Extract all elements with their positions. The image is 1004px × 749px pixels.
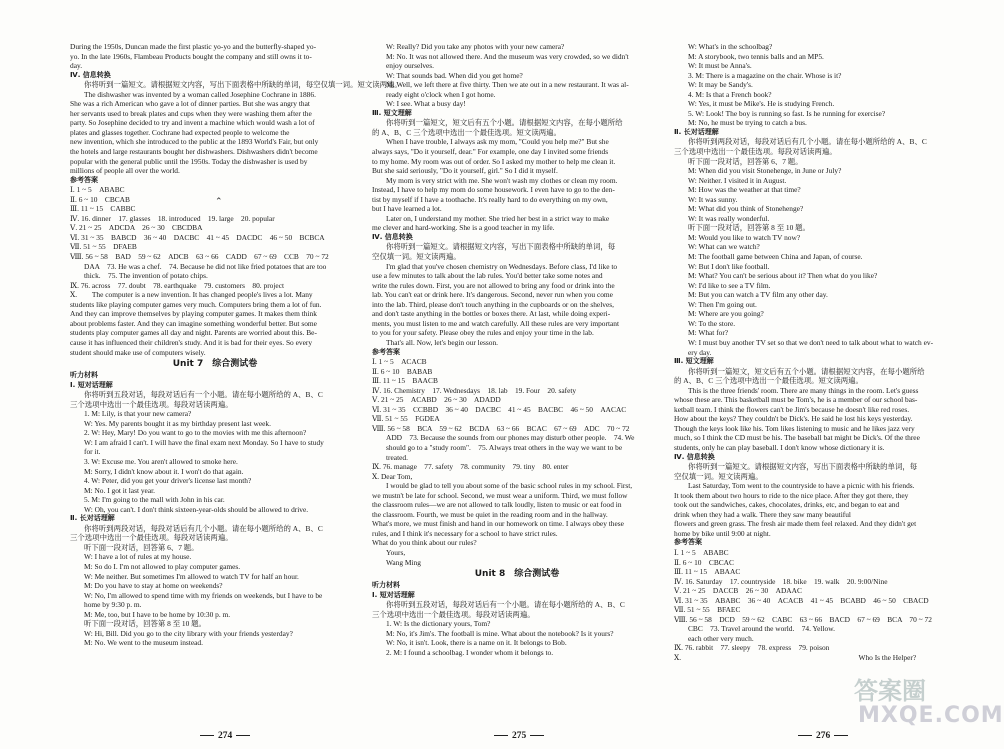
text-line: M: But you can watch a TV film any other day. — [688, 290, 828, 300]
text-line: 三个选项中选出一个最佳选项。每段对话读两遍。 — [372, 609, 535, 619]
text-line: She was a rich American who gave a lot of dinner parties. But she was angry that — [70, 99, 310, 109]
text-line: the hotels and large restaurants bought her dishwashers. Dishwashers didn't become — [70, 147, 318, 157]
text-line: This is the three friends' room. There are many things in the room. Let's guess — [688, 385, 919, 395]
text-line: 三个选项中选出一个最佳选项。每段对话读两遍。 — [674, 147, 837, 157]
text-line: for it. — [84, 447, 101, 457]
section-heading: Ⅱ. 长对话理解 — [674, 127, 719, 136]
text-line: M: Me, too, but I have to be home by 10:30 p. m. — [84, 609, 231, 619]
text-line: ready eight o'clock when I got home. — [386, 89, 496, 99]
section-heading: 参考答案 — [372, 347, 400, 356]
page-275-column — [372, 42, 662, 657]
text-line: flowers and green grass. The fresh air made them feel relaxed. And they didn't get — [674, 519, 917, 529]
text-line: I'm glad that you've chosen chemistry on Wednesdays. Before class, I'd like to — [386, 261, 618, 271]
unit-title: Unit 7 综合测试卷 — [172, 359, 258, 370]
page-276-column — [674, 42, 958, 663]
text-line: W: Hi, Bill. Did you go to the city library with your friends yesterday? — [84, 628, 293, 638]
text-line: day. — [70, 61, 83, 71]
text-line: M: What for? — [688, 328, 729, 338]
text-line: W: To the store. — [688, 318, 736, 328]
text-line: cause it has influenced their children's study. And it is bad for their eyes. So every — [70, 337, 313, 347]
text-line: Ⅹ. Dear Tom, — [372, 471, 413, 481]
text-line: When I have trouble, I always ask my mom, "Could you help me?" But she — [386, 137, 609, 147]
text-line: M: Where are you going? — [688, 309, 764, 319]
text-line: lab. You can't eat or drink here. It's dangerous. Second, never run when you come — [372, 290, 613, 300]
text-line: M: No. We went to the museum instead. — [84, 638, 203, 648]
text-line: Ⅳ. 16. Chemistry 17. Wednesdays 18. lab 19. Four 20. safety — [372, 385, 577, 395]
text-line: students like playing computer games very much. Computers bring them a lot of fun. — [70, 299, 322, 309]
text-line: Ⅸ. 76. manage 77. safety 78. community 79. tiny 80. enter — [372, 462, 569, 472]
text-line: Ⅷ. 56 ~ 58 BCA 59 ~ 62 BCDA 63 ~ 66 BCAC 67 ~ 69 ADC 70 ~ 72 — [372, 423, 630, 433]
text-line: about problems faster. And they can imagine something wonderful better. But some — [70, 318, 317, 328]
text-line: W: It was really wonderful. — [688, 213, 770, 223]
text-line: home by 9:30 p. m. — [84, 600, 142, 610]
text-line: W: But I don't like football. — [688, 261, 770, 271]
text-line: 你将听到一篇短文，短文后有五个小题。请根据短文内容，在每小题所给 — [688, 366, 925, 376]
text-line: her servants used to break plates and cups when they were washing them after the — [70, 108, 312, 118]
text-line: CBC 73. Travel around the world. 74. Yellow. — [688, 624, 835, 634]
text-line: Ⅴ. 21 ~ 25 ADCDA 26 ~ 30 CBCDBA — [70, 223, 203, 233]
unit-title: Unit 8 综合测试卷 — [474, 569, 560, 580]
text-line: Ⅶ. 51 ~ 55 BFAEC — [674, 605, 741, 615]
text-line: W: It was sunny. — [688, 194, 738, 204]
text-line: drink when they had a walk. There they saw many beautiful — [674, 509, 851, 519]
text-line: 5. M: I'm going to the mall with John in his car. — [84, 495, 225, 505]
text-line: took out the sandwiches, cakes, chocolates, drinks, etc, and began to eat and — [674, 500, 900, 510]
text-line: Later on, I understand my mother. She tried her best in a strict way to make — [386, 213, 610, 223]
text-line: Ⅵ. 31 ~ 35 CCBBD 36 ~ 40 DACBC 41 ~ 45 BACBC 46 ~ 50 AACAC — [372, 404, 627, 414]
text-line: W: Me neither. But sometimes I'm allowed to watch TV for half an hour. — [84, 571, 299, 581]
text-line: Ⅹ. The computer is a new invention. It has changed people's lives a lot. Many — [70, 290, 313, 300]
text-line: Ⅳ. 16. dinner 17. glasses 18. introduced 19. large 20. popular — [70, 213, 275, 223]
text-line: 3. M: There is a magazine on the chair. Whose is it? — [688, 70, 842, 80]
text-line: 听下面一段对话，回答第 6、7 题。 — [688, 156, 803, 166]
section-heading: Ⅳ. 信息转换 — [70, 70, 111, 79]
text-line: Ⅷ. 56 ~ 58 DCD 59 ~ 62 CABC 63 ~ 66 BACD 67 ~ 69 BCA 70 ~ 72 — [674, 614, 932, 624]
text-line: treated. — [386, 452, 408, 462]
text-line: 你将听到一篇短文。请根据短文内容，写出下面表格中所缺的单词，每空仅填一词。短文读两遍。 — [84, 80, 402, 90]
text-line: Ⅱ. 6 ~ 10 BABAB — [372, 366, 433, 376]
text-line: W: Then I'm going out. — [688, 299, 757, 309]
text-line: home by bike until 9:00 at night. — [674, 528, 771, 538]
text-line: W: Yes. My parents bought it as my birthday present last week. — [84, 418, 271, 428]
text-line: Ⅳ. 16. Saturday 17. countryside 18. bike 19. walk 20. 9:00/Nine — [674, 576, 888, 586]
text-line: Ⅰ. 1 ~ 5 ABABC — [70, 185, 125, 195]
text-line: students, only he can play baseball. I don't know whose dictionary it is. — [674, 442, 885, 452]
text-line: M: The football game between China and Japan, of course. — [688, 252, 863, 262]
text-line: 你将听到一篇短文。请根据短文内容，写出下面表格中所缺的单词，每 — [688, 462, 918, 472]
text-line: W: Neither. I visited it in August. — [688, 175, 787, 185]
text-line: W: I'd like to see a TV film. — [688, 280, 771, 290]
section-heading: Ⅲ. 短文理解 — [674, 357, 714, 366]
text-line: to you for your safety. Please obey the rules and enjoy your time in the lab. — [372, 328, 594, 338]
text-line: write the rules down. First, you are not allowed to bring any food or drink into the — [372, 280, 615, 290]
text-line: 2. M: I found a schoolbag. I wonder whom it belongs to. — [386, 647, 554, 657]
text-line: Wang Ming — [386, 557, 421, 567]
text-line: M: No. It was not allowed there. And the museum was very crowded, so we didn't — [386, 51, 629, 61]
text-line: ments, you must listen to me and watch carefully. All these rules are very important — [372, 318, 620, 328]
text-line: W: I must buy another TV set so that we don't need to talk about what to watch ev- — [688, 337, 934, 347]
text-line: W: Yes, it must be Mike's. He is studying French. — [688, 99, 835, 109]
section-heading: 听力材料 — [70, 371, 98, 380]
text-line: into the lab. Third, please don't touch anything in the cupboards or on the shelves, — [372, 299, 614, 309]
text-line: 的 A、B、C 三个选项中选出一个最佳选项。短文读两遍。 — [674, 376, 863, 386]
text-line: ery day. — [688, 347, 712, 357]
text-line: 4. W: Peter, did you get your driver's license last month? — [84, 476, 252, 486]
text-line: What's more, we must finish and hand in our homework on time. I always obey these — [372, 519, 624, 529]
text-line: W: It may be Sandy's. — [688, 80, 753, 90]
text-line: M: No, it's Jim's. The football is mine. What about the notebook? Is it yours? — [386, 628, 614, 638]
text-line: ketball team. I think the flowers can't be Jim's because he doesn't like red roses. — [674, 404, 910, 414]
text-line: Ⅰ. 1 ~ 5 ABABC — [674, 547, 729, 557]
text-line: Ⅱ. 6 ~ 10 CBCAC — [674, 557, 734, 567]
section-heading: 参考答案 — [70, 175, 98, 184]
text-line: Ⅶ. 51 ~ 55 DFAEB — [70, 242, 137, 252]
text-line: use a few minutes to talk about the lab rules. You'd better take some notes and — [372, 271, 603, 281]
text-line: 你将听到一篇短文。请根据短文内容，写出下面表格中所缺的单词，每 — [386, 242, 616, 252]
text-line: popular with the general public until the 1950s. Today the dishwasher is used by — [70, 156, 308, 166]
text-line: thick. 75. The invention of potato chips. — [84, 271, 208, 281]
text-line: Ⅵ. 31 ~ 35 BABCD 36 ~ 40 DACBC 41 ~ 45 DACDC 46 ~ 50 BCBCA — [70, 232, 325, 242]
pen-mark: ⌃ — [215, 196, 223, 206]
text-line: Instead, I have to help my mom do some housework. I even have to go to the den- — [372, 185, 615, 195]
text-line: Ⅴ. 21 ~ 25 ACABD 26 ~ 30 ADADD — [372, 395, 501, 405]
text-line: Ⅲ. 11 ~ 15 CABBC — [70, 204, 136, 214]
text-line: W: What can we watch? — [688, 242, 760, 252]
text-line: M: How was the weather at that time? — [688, 185, 801, 195]
text-line: It took them about two hours to ride to the nice place. After they got there, they — [674, 490, 909, 500]
text-line: 你将听到一篇短文，短文后有五个小题。请根据短文内容，在每小题所给 — [386, 118, 623, 128]
text-line: Ⅱ. 6 ~ 10 CBCAB — [70, 194, 130, 204]
text-line: W: I have a lot of rules at my house. — [84, 552, 192, 562]
text-line: W: What's in the schoolbag? — [688, 42, 773, 51]
text-line: I would be glad to tell you about some of the basic school rules in my school. First, — [386, 481, 633, 491]
text-line: plates and glasses together. Cochrane had expected people to welcome the — [70, 127, 290, 137]
text-line: How about the keys? They couldn't be Dick's. He said he lost his keys yesterday. — [674, 414, 913, 424]
text-line: enjoy ourselves. — [386, 61, 435, 71]
text-line: W: Oh, you can't. I don't think sixteen-year-olds should be allowed to drive. — [84, 504, 309, 514]
text-line: But she said seriously, "Do it yourself, girl." So I did it myself. — [372, 166, 558, 176]
text-line: party. So Josephine decided to try and invent a machine which would wash a lot of — [70, 118, 315, 128]
text-line: Ⅸ. 76. across 77. doubt 78. earthquake 79. customers 80. project — [70, 280, 285, 290]
text-line: 1. M: Lily, is that your new camera? — [84, 409, 192, 419]
text-line: Ⅲ. 11 ~ 15 ABAAC — [674, 567, 741, 577]
text-line: W: No, I'm allowed to spend time with my friends on weekends, but I have to be — [84, 590, 323, 600]
text-line: ADD 73. Because the sounds from our phones may disturb other people. 74. We — [386, 433, 635, 443]
section-heading: Ⅳ. 信息转换 — [372, 232, 413, 241]
text-line: W: I see. What a busy day! — [386, 99, 466, 109]
text-line: always says, "Do it yourself, dear." For example, one day I invited some friends — [372, 147, 609, 157]
text-line: Ⅲ. 11 ~ 15 BAACB — [372, 376, 438, 386]
text-line: M: No, he must be trying to catch a bus. — [688, 118, 807, 128]
text-line: whose these are. This basketball must be Tom's, he is a member of our school bas- — [674, 395, 918, 405]
text-line: each other very much. — [688, 633, 754, 643]
text-line: M: Well, we left there at five thirty. Then we ate out in a new restaurant. It was al- — [386, 80, 629, 90]
text-line: 空仅填一词。短文读两遍。 — [674, 471, 763, 481]
text-line: 4. M: Is that a French book? — [688, 89, 772, 99]
text-line: rules, and I think it's necessary for a school to have strict rules. — [372, 528, 558, 538]
text-line: students play computer games all day and night. Parents are worried about this. Be- — [70, 328, 317, 338]
text-line: the classroom. Fourth, we must be quiet in the reading room and in the hallway. — [372, 509, 608, 519]
text-line: Ⅴ. 21 ~ 25 DACCB 26 ~ 30 ADAAC — [674, 586, 802, 596]
section-heading: Ⅱ. 长对话理解 — [70, 514, 115, 523]
text-line: to my home. My room was out of order. So I asked my mother to help me clean it. — [372, 156, 616, 166]
section-heading: 听力材料 — [372, 581, 400, 590]
section-heading: 参考答案 — [674, 538, 702, 547]
text-line: What do you think about our rules? — [372, 538, 477, 548]
text-line: And they can improve themselves by playing computer games. It makes them think — [70, 309, 317, 319]
text-line: DAA 73. He was a chef. 74. Because he did not like fried potatoes that are too — [84, 261, 327, 271]
section-heading: Ⅲ. 短文理解 — [372, 108, 412, 117]
text-line: 你将听到两段对话，每段对话后有几个小题。请在每小题所给的 A、B、C — [84, 523, 323, 533]
text-line: tist by myself if I have a toothache. It's really hard to do everything on my own, — [372, 194, 608, 204]
text-line: student should make use of computers wisely. — [70, 347, 206, 357]
text-line: the classroom rules—we are not allowed to talk loudly, listen to music or eat food in — [372, 500, 622, 510]
text-line: new invention, which she introduced to the public at the 1893 World's Fair, but only — [70, 137, 319, 147]
text-line: yo. In the late 1960s, Flambeau Products bought the company and still owns it to- — [70, 51, 312, 61]
text-line: Yours, — [386, 547, 406, 557]
page-number-276: 276 — [794, 731, 852, 741]
text-line: During the 1950s, Duncan made the first plastic yo-yo and the butterfly-shaped yo- — [70, 42, 317, 51]
text-line: Ⅹ. Who Is the Helper? — [674, 653, 917, 662]
text-line: 你将听到两段对话，每段对话后有几个小题。请在每小题所给的 A、B、C — [688, 137, 927, 147]
text-line: Ⅷ. 56 ~ 58 BAD 59 ~ 62 ADCB 63 ~ 66 CADD 67 ~ 69 CCB 70 ~ 72 — [70, 252, 329, 262]
text-line: 听下面一段对话，回答第 8 至 10 题。 — [84, 619, 206, 629]
section-heading: Ⅰ. 短对话理解 — [70, 380, 113, 389]
text-line: M: Do you have to stay at home on weekends? — [84, 581, 223, 591]
text-line: Ⅸ. 76. rabbit 77. sleepy 78. express 79. poison — [674, 643, 830, 653]
section-heading: Ⅳ. 信息转换 — [674, 452, 715, 461]
text-line: My mom is very strict with me. She won't wash my clothes or clean my room. — [386, 175, 618, 185]
page-number-274: 274 — [196, 731, 254, 741]
text-line: but I have learned a lot. — [372, 204, 442, 214]
text-line: 三个选项中选出一个最佳选项。每段对话读两遍。 — [70, 399, 233, 409]
text-line: M: A storybook, two tennis balls and an MP5. — [688, 51, 824, 61]
text-line: 3. W: Excuse me. You aren't allowed to smoke here. — [84, 456, 238, 466]
text-line: 你将听到五段对话，每段对话后有一个小题。请在每小题所给的 A、B、C — [84, 390, 323, 400]
text-line: should go to a "study room". 75. Always treat others in the way we want to be — [386, 442, 623, 452]
text-line: Ⅰ. 1 ~ 5 ACACB — [372, 357, 427, 367]
text-line: M: No. I got it last year. — [84, 485, 156, 495]
text-line: M: Sorry, I didn't know about it. I won't do that again. — [84, 466, 244, 476]
text-line: 空仅填一词。短文读两遍。 — [372, 252, 461, 262]
text-line: 三个选项中选出一个最佳选项。每段对话读两遍。 — [70, 533, 233, 543]
text-line: 的 A、B、C 三个选项中选出一个最佳选项。短文读两遍。 — [372, 127, 561, 137]
text-line: and don't taste anything in the bottles or boxes there. At last, while doing experi- — [372, 309, 611, 319]
text-line: The dishwasher was invented by a woman called Josephine Cochrane in 1886. — [84, 89, 316, 99]
text-line: W: That sounds bad. When did you get home? — [386, 70, 523, 80]
text-line: W: No, it isn't. Look, there is a name on it. It belongs to Bob. — [386, 638, 567, 648]
text-line: W: It must be Anna's. — [688, 61, 752, 71]
text-line: M: So do I. I'm not allowed to play computer games. — [84, 561, 241, 571]
page-number-275: 275 — [490, 731, 548, 741]
text-line: we mustn't be late for school. Second, we must wear a uniform. Third, we must follow — [372, 490, 628, 500]
section-heading: Ⅰ. 短对话理解 — [372, 590, 415, 599]
text-line: 5. W: Look! The boy is running so fast. Is he running for exercise? — [688, 108, 886, 118]
watermark-logo: 答案圈 MXQE.COM — [854, 677, 1004, 728]
text-line: M: What did you think of Stonehenge? — [688, 204, 804, 214]
text-line: millions of people all over the world. — [70, 166, 180, 176]
text-line: 2. W: Hey, Mary! Do you want to go to the movies with me this afternoon? — [84, 428, 307, 438]
text-line: me clever and hard-working. She is a good teacher in my life. — [372, 223, 555, 233]
text-line: much, so I think the CD must be his. The baseball bat might be Dick's. Of the three — [674, 433, 920, 443]
text-line: 你将听到五段对话，每段对话后有一个小题。请在每小题所给的 A、B、C — [386, 600, 625, 610]
text-line: Ⅶ. 51 ~ 55 FGDEA — [372, 414, 440, 424]
text-line: W: I am afraid I can't. I will have the final exam next Monday. So I have to study — [84, 437, 324, 447]
text-line: M: What? You can't be serious about it? Then what do you like? — [688, 271, 878, 281]
text-line: M: When did you visit Stonehenge, in June or July? — [688, 166, 842, 176]
text-line: W: Really? Did you take any photos with your new camera? — [386, 42, 565, 51]
text-line: That's all. Now, let's begin our lesson. — [386, 337, 498, 347]
text-line: 1. W: Is the dictionary yours, Tom? — [386, 619, 491, 629]
text-line: 听下面一段对话，回答第 6、7 题。 — [84, 542, 199, 552]
text-line: M: Would you like to watch TV now? — [688, 232, 801, 242]
text-line: Last Saturday, Tom went to the countryside to have a picnic with his friends. — [688, 481, 915, 491]
text-line: Ⅵ. 31 ~ 35 ABABC 36 ~ 40 ACACB 41 ~ 45 BCABD 46 ~ 50 CBACD — [674, 595, 929, 605]
text-line: Though the keys look like his. Tom likes listening to music and he likes jazz very — [674, 423, 915, 433]
text-line: 听下面一段对话，回答第 8 至 10 题。 — [688, 223, 810, 233]
